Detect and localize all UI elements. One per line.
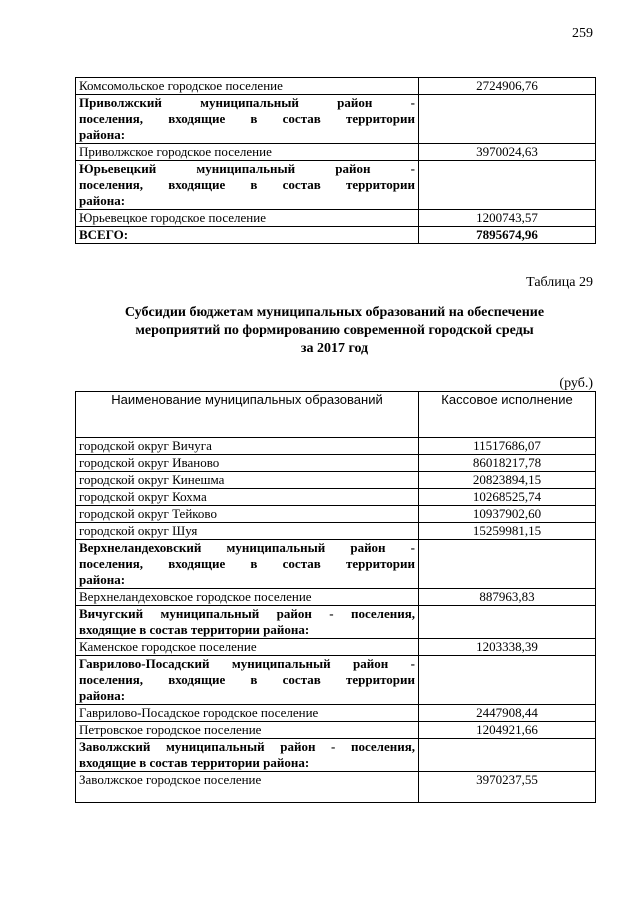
cash-execution-value: 20823894,15 — [419, 472, 596, 489]
district-heading-line: Приволжский муниципальный район - — [79, 95, 415, 110]
cash-execution-value: 1203338,39 — [419, 639, 596, 656]
district-heading-line: района: — [79, 688, 126, 703]
continued-subsidy-table — [75, 77, 596, 244]
district-heading-line: поселения, входящие в состав территории — [79, 177, 415, 192]
table-row — [76, 705, 596, 722]
cash-execution-value — [419, 161, 596, 210]
municipality-name: городской округ Кинешма — [76, 472, 419, 489]
cash-execution-value — [419, 540, 596, 589]
municipality-name: Комсомольское городское поселение — [76, 78, 419, 95]
table-row — [76, 455, 596, 472]
district-heading-line: Юрьевецкий муниципальный район - — [79, 161, 415, 176]
district-heading-line: поселения, входящие в состав территории — [79, 672, 415, 687]
municipality-name: Петровское городское поселение — [76, 722, 419, 739]
cash-execution-value: 887963,83 — [419, 589, 596, 606]
cash-execution-value: 86018217,78 — [419, 455, 596, 472]
district-heading-line: поселения, входящие в состав территории — [79, 556, 415, 571]
table-row — [76, 506, 596, 523]
municipality-name: городской округ Тейково — [76, 506, 419, 523]
district-heading-line: района: — [79, 572, 126, 587]
total-value: 7895674,96 — [419, 227, 596, 244]
cash-execution-value: 3970024,63 — [419, 144, 596, 161]
municipality-name: Заволжское городское поселение — [76, 772, 419, 803]
table-row — [76, 656, 596, 705]
district-heading-line: Гаврилово-Посадский муниципальный район - — [79, 656, 415, 671]
cash-execution-value: 3970237,55 — [419, 772, 596, 803]
table-title-line: мероприятий по формированию современной городской среды — [135, 323, 534, 338]
total-label: ВСЕГО: — [76, 227, 419, 244]
cash-execution-value: 2447908,44 — [419, 705, 596, 722]
column-header-value: Кассовое исполнение — [419, 392, 596, 438]
table-row — [76, 438, 596, 455]
cash-execution-value — [419, 656, 596, 705]
table-row — [76, 523, 596, 540]
municipality-name: Гаврилово-Посадское городское поселение — [76, 705, 419, 722]
district-heading-line: входящие в состав территории района: — [79, 622, 310, 637]
district-heading-line: входящие в состав территории района: — [79, 755, 310, 770]
municipality-name: городской округ Вичуга — [76, 438, 419, 455]
table-row — [76, 489, 596, 506]
table-row — [76, 210, 596, 227]
table-label: Таблица 29 — [526, 275, 593, 290]
table-row — [76, 739, 596, 772]
municipality-name: Приволжское городское поселение — [76, 144, 419, 161]
cash-execution-value: 10268525,74 — [419, 489, 596, 506]
table-row — [76, 161, 596, 210]
table-row — [76, 78, 596, 95]
table-row — [76, 540, 596, 589]
table-title — [75, 304, 594, 358]
district-heading-line: Верхнеландеховский муниципальный район - — [79, 540, 415, 555]
district-section-heading — [76, 95, 419, 144]
table-row — [76, 144, 596, 161]
district-section-heading — [76, 540, 419, 589]
district-heading-line: района: — [79, 193, 126, 208]
cash-execution-value — [419, 606, 596, 639]
cash-execution-value: 1200743,57 — [419, 210, 596, 227]
cash-execution-value: 2724906,76 — [419, 78, 596, 95]
cash-execution-value: 15259981,15 — [419, 523, 596, 540]
table-row — [76, 722, 596, 739]
urban-environment-subsidy-table — [75, 391, 596, 803]
page-number: 259 — [572, 26, 593, 41]
district-heading-line: поселения, входящие в состав территории — [79, 111, 415, 126]
municipality-name: Юрьевецкое городское поселение — [76, 210, 419, 227]
table-row — [76, 95, 596, 144]
district-section-heading — [76, 161, 419, 210]
table-title-line: Субсидии бюджетам муниципальных образований на обеспечение — [124, 305, 545, 320]
district-section-heading — [76, 656, 419, 705]
district-heading-line: Заволжский муниципальный район - поселения, — [79, 739, 415, 754]
district-heading-line: Вичугский муниципальный район - поселения, — [79, 606, 415, 621]
table-row — [76, 772, 596, 803]
table-row — [76, 606, 596, 639]
municipality-name: городской округ Шуя — [76, 523, 419, 540]
table-header-row — [76, 392, 596, 438]
municipality-name: городской округ Кохма — [76, 489, 419, 506]
cash-execution-value: 1204921,66 — [419, 722, 596, 739]
district-heading-line: района: — [79, 127, 126, 142]
cash-execution-value — [419, 95, 596, 144]
municipality-name: Каменское городское поселение — [76, 639, 419, 656]
district-section-heading — [76, 606, 419, 639]
municipality-name: городской округ Иваново — [76, 455, 419, 472]
cash-execution-value: 10937902,60 — [419, 506, 596, 523]
table-row — [76, 227, 596, 244]
district-section-heading — [76, 739, 419, 772]
column-header-name: Наименование муниципальных образований — [76, 392, 419, 438]
cash-execution-value — [419, 739, 596, 772]
municipality-name: Верхнеландеховское городское поселение — [76, 589, 419, 606]
table-title-line: за 2017 год — [300, 341, 369, 356]
units-label: (руб.) — [559, 376, 593, 391]
cash-execution-value: 11517686,07 — [419, 438, 596, 455]
table-row — [76, 639, 596, 656]
table-row — [76, 472, 596, 489]
table-row — [76, 589, 596, 606]
